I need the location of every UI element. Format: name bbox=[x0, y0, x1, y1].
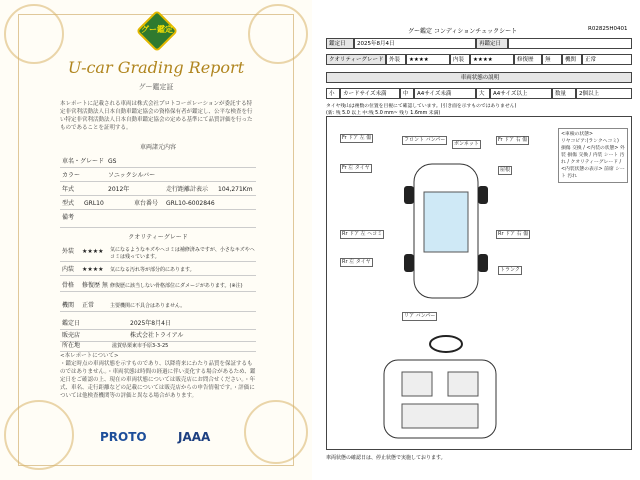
car-cabin bbox=[424, 192, 468, 252]
reappraisal-value bbox=[508, 38, 632, 49]
tire-note: タイヤ残山は複数の位置を目視にて確認しています。(引き面を示すものではありません) bbox=[326, 104, 517, 109]
damage-label: トランク bbox=[500, 267, 520, 273]
damage-label: Rr 左 タイヤ bbox=[342, 259, 371, 265]
dealer-label: 販売店 bbox=[62, 332, 81, 339]
notes-text: ・鑑定時点の車両状態を示すものであり、以降将来にわたり品質を保証するものではありません。・車両状態は時間の経過に伴い変化する場合があるため、鑑定日をご確認の上、現在の車両状態については販売店にお問合せください。・年式、車名、走行距離などの記載については販売店からの申告情報です。・評価については他検査機関等の評価と異なる場合があります。 bbox=[60, 361, 256, 399]
condition-legend bbox=[558, 128, 628, 183]
tire-front-right bbox=[478, 186, 488, 204]
field-value: GS bbox=[108, 158, 117, 165]
spec-row-remarks bbox=[60, 212, 256, 228]
goo-logo-text: グー鑑定 bbox=[141, 25, 173, 34]
quality-text: 修復歴に該当しない骨格部位にダメージがあります。(※注) bbox=[110, 283, 243, 289]
field-label: 備考 bbox=[62, 214, 75, 221]
size-value: カードサイズ未満 bbox=[340, 88, 400, 99]
size-value: A4サイズ未満 bbox=[414, 88, 476, 99]
address-label: 所在地 bbox=[62, 342, 81, 349]
field-label: カラー bbox=[62, 172, 81, 179]
damage-label: Rr ドア 左 ヘコミ bbox=[342, 231, 383, 237]
appraisal-date-row bbox=[60, 318, 256, 330]
grading-certificate bbox=[0, 0, 312, 480]
damage-label: Fr 左 タイヤ bbox=[342, 165, 370, 171]
quality-text: 気になる汚れ等が部分的にあります。 bbox=[110, 267, 195, 273]
damage-label: Fr ドア 右 傷 bbox=[498, 137, 528, 143]
damage-label: 屋根 bbox=[500, 167, 511, 173]
field-value: GRL10 bbox=[84, 200, 104, 207]
car-top-view-diagram bbox=[400, 156, 492, 306]
certificate-intro: 本レポートに記載される車両は株式会社プロトコーポレーションが委託する特定非営利活動法人日本自動車鑑定協会の資格保有者が鑑定し、公平な検査を行い特定非営利活動法人日本自動車鑑定協会の定める基準にて品質評価を行ったものであることを証明する。 bbox=[60, 101, 253, 131]
size-label: 中 bbox=[400, 88, 414, 99]
dealer-value: 株式会社トライアル bbox=[130, 332, 184, 339]
sheet-footer: 車両状態の確認日は、停止状態で実施しております。 bbox=[326, 455, 446, 461]
damage-label: リア バンパー bbox=[404, 313, 436, 319]
sheet-code: R02825H0401 bbox=[588, 26, 628, 32]
quality-label: クオリティーグレード bbox=[326, 54, 386, 65]
damage-label: Fr ドア 左 傷 bbox=[342, 135, 372, 141]
date-value: 2025年8月4日 bbox=[130, 320, 171, 327]
grade-label: 内装 bbox=[450, 54, 470, 65]
grade-value: 正常 bbox=[582, 54, 632, 65]
field-extra-value: GRL10-6002846 bbox=[166, 200, 215, 207]
quality-row-engine bbox=[60, 300, 256, 312]
reappraisal-label: 再鑑定日 bbox=[476, 38, 508, 49]
quality-stars: 修復歴 無 bbox=[82, 282, 108, 289]
ornament-swirl bbox=[244, 400, 308, 464]
car-interior-diagram bbox=[380, 356, 500, 442]
field-label: 車名・グレード bbox=[62, 158, 105, 165]
steering-wheel-icon bbox=[428, 334, 464, 354]
grade-label: 修復歴 bbox=[514, 54, 542, 65]
damage-label: Rr ドア 右 傷 bbox=[498, 231, 529, 237]
condition-check-sheet bbox=[326, 16, 632, 461]
size-value: 2個以上 bbox=[576, 88, 632, 99]
quality-text: 主要機関に不具合はありません。 bbox=[110, 303, 186, 309]
grade-value: ★★★★ bbox=[406, 54, 450, 65]
field-extra-label: 走行距離計表示 bbox=[166, 186, 209, 193]
field-extra-value: 104,271Km bbox=[218, 186, 253, 193]
legend-text: リヤコピア:(ランクヘコミ) 損傷 交換 / <内装の状態> 外装 損傷 交換 / 内装 シート 汚れ / クオリティーグレード / <内装状態の表示> 前席 シート 汚れ bbox=[561, 139, 625, 179]
jaaa-logo: JAAA bbox=[178, 430, 211, 444]
proto-logo: PROTO bbox=[100, 430, 147, 444]
field-extra-label: 車台番号 bbox=[134, 200, 159, 207]
seat-front-left bbox=[402, 372, 432, 396]
tire-rear-right bbox=[478, 254, 488, 272]
status-title: 車両状態の説明 bbox=[326, 72, 632, 83]
quality-stars: ★★★★ bbox=[82, 248, 104, 255]
tire-front-left bbox=[404, 186, 414, 204]
field-label: 型式 bbox=[62, 200, 75, 207]
field-value: ソニックシルバー bbox=[108, 172, 156, 179]
field-value: 2012年 bbox=[108, 186, 130, 193]
spec-row-model bbox=[60, 198, 256, 210]
quality-label: 機関 bbox=[62, 302, 75, 309]
grade-label: 外装 bbox=[386, 54, 406, 65]
grade-value: ★★★★ bbox=[470, 54, 514, 65]
quality-label: 内装 bbox=[62, 266, 75, 273]
spec-row-year bbox=[60, 184, 256, 196]
notes-title: <本レポートについて> bbox=[60, 353, 119, 359]
certificate-title: U-car Grading Report bbox=[67, 58, 245, 77]
address-value: 滋賀県栗東市手原3-3-25 bbox=[112, 343, 169, 349]
date-label: 鑑定日 bbox=[62, 320, 81, 327]
grade-label: 機関 bbox=[562, 54, 582, 65]
certificate-subtitle: グー鑑定証 bbox=[138, 83, 174, 91]
address-row bbox=[60, 340, 256, 352]
legend-title: <車検の状態> bbox=[561, 132, 594, 137]
quality-stars: 正常 bbox=[82, 302, 95, 309]
spec-section-title: 車両諸元内容 bbox=[139, 144, 176, 151]
ornament-swirl bbox=[4, 4, 64, 64]
seat-front-right bbox=[448, 372, 478, 396]
field-label: 年式 bbox=[62, 186, 75, 193]
sheet-title: グー鑑定 コンディションチェックシート bbox=[408, 28, 518, 35]
seat-rear bbox=[402, 404, 478, 428]
size-label: 大 bbox=[476, 88, 490, 99]
quality-row-frame bbox=[60, 280, 256, 292]
size-label: 小 bbox=[326, 88, 340, 99]
tire-detail: (新: 残 5.0 以上 中:残 5.0 mm~ 残り 1.6mm 未満) bbox=[326, 111, 441, 116]
damage-label: フロント バンパー bbox=[404, 137, 446, 143]
date-value: 2025年8月4日 bbox=[354, 38, 476, 49]
quality-text: 気になるようなキズやヘコミは補修済みですが、小さなキズやヘコミは残っています。 bbox=[110, 247, 255, 260]
quality-label: 外装 bbox=[62, 248, 75, 255]
date-label: 鑑定日 bbox=[326, 38, 354, 49]
size-label: 数量 bbox=[552, 88, 576, 99]
quality-stars: ★★★★ bbox=[82, 266, 104, 273]
tire-rear-left bbox=[404, 254, 414, 272]
quality-section-title: クオリティーグレード bbox=[128, 234, 188, 241]
spec-row-color bbox=[60, 170, 256, 182]
quality-row-exterior bbox=[60, 246, 256, 262]
size-value: A4サイズ以上 bbox=[490, 88, 552, 99]
ornament-swirl bbox=[4, 400, 74, 470]
notes-block bbox=[60, 352, 256, 400]
grade-value: 無 bbox=[542, 54, 562, 65]
ornament-swirl bbox=[248, 4, 308, 64]
damage-label: ボンネット bbox=[454, 141, 479, 147]
quality-row-interior bbox=[60, 264, 256, 276]
spec-row-name bbox=[60, 156, 256, 168]
quality-label: 骨格 bbox=[62, 282, 75, 289]
